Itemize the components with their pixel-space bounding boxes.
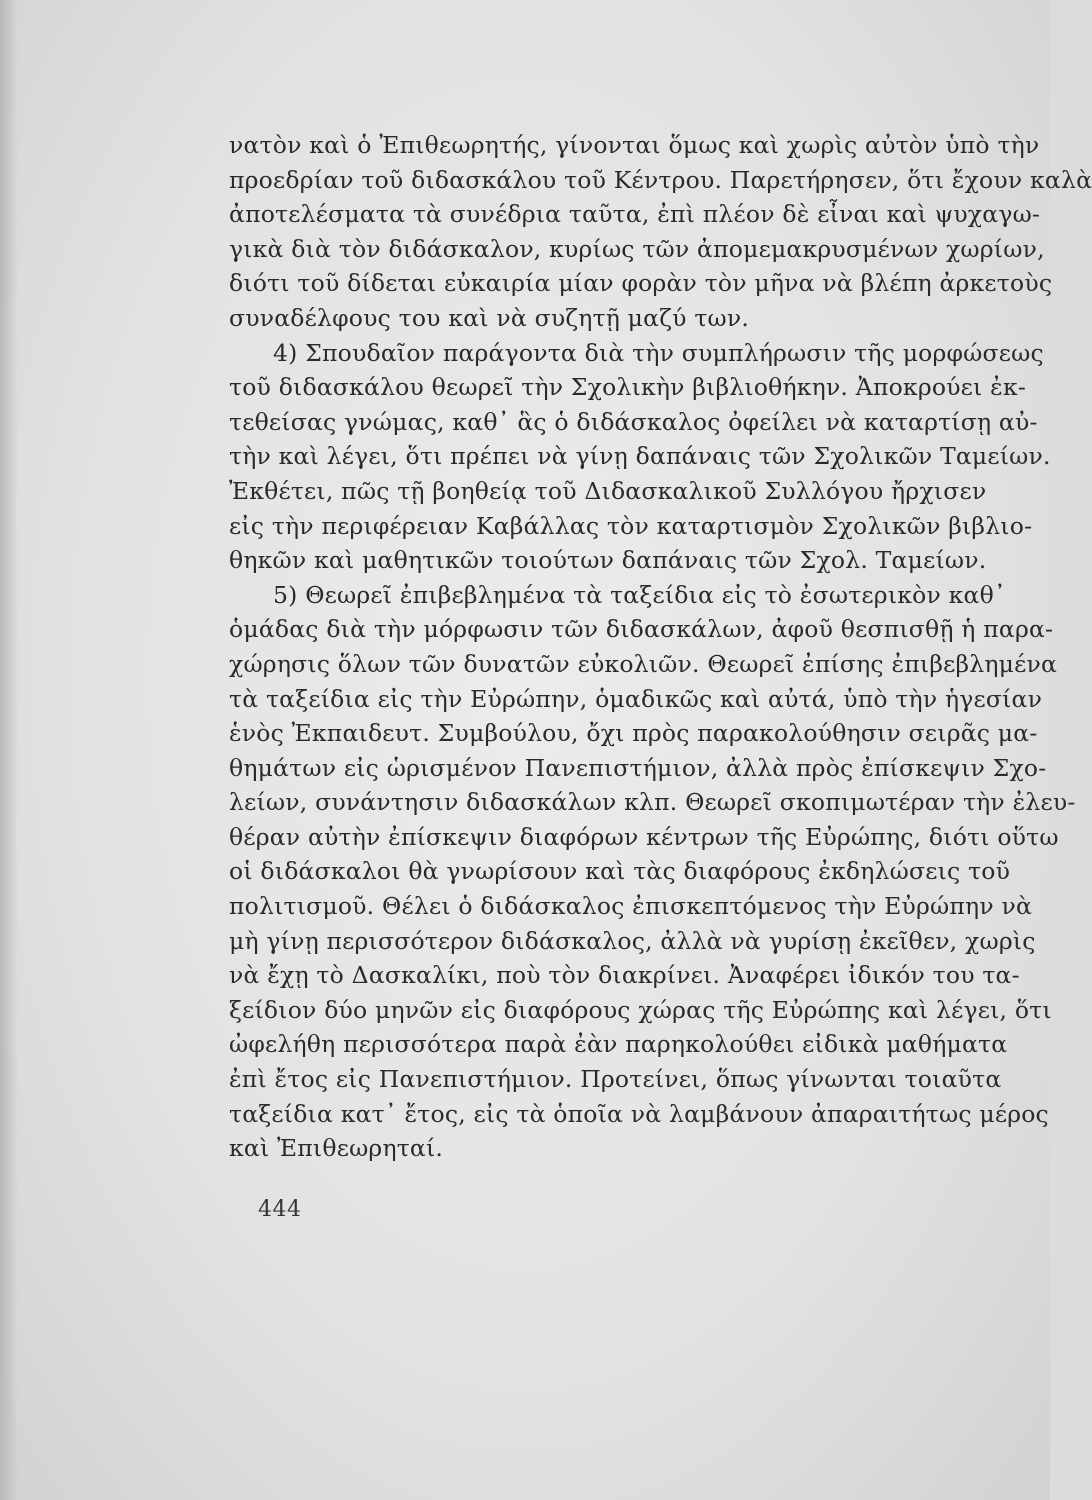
text-line: εἰς τὴν περιφέρειαν Καβάλλας τὸν καταρτισμὸν Σχολικῶν βιβλιο-: [229, 511, 1033, 540]
text-line: ἀποτελέσματα τὰ συνέδρια ταῦτα, ἐπὶ πλέον δὲ εἶναι καὶ ψυχαγω-: [229, 200, 1041, 229]
text-line: γικὰ διὰ τὸν διδάσκαλον, κυρίως τῶν ἀπομεμακρυσμένων χωρίων,: [229, 234, 1045, 263]
body-text: [229, 128, 1092, 1166]
text-line: 4) Σπουδαῖον παράγοντα διὰ τὴν συμπλήρωσιν τῆς μορφώσεως: [273, 338, 1044, 367]
text-line: νατὸν καὶ ὁ Ἐπιθεωρητής, γίνονται ὅμως καὶ χωρὶς αὐτὸν ὑπὸ τὴν: [229, 131, 1040, 159]
text-line: τεθείσας γνώμας, καθ᾽ ἃς ὁ διδάσκαλος ὀφείλει νὰ καταρτίσῃ αὐ-: [229, 407, 1038, 436]
text-line: λείων, συνάντησιν διδασκάλων κλπ. Θεωρεῖ σκοπιμωτέραν τὴν ἐλευ-: [229, 788, 1076, 817]
text-line: θηκῶν καὶ μαθητικῶν τοιούτων δαπάναις τῶν Σχολ. Ταμείων.: [229, 546, 987, 575]
text-line: μὴ γίνῃ περισσότερον διδάσκαλος, ἀλλὰ νὰ γυρίσῃ ἐκεῖθεν, χωρὶς: [229, 926, 1036, 955]
text-line: ξείδιον δύο μηνῶν εἰς διαφόρους χώρας τῆς Εὐρώπης καὶ λέγει, ὅτι: [229, 995, 1052, 1024]
text-line: ταξείδια κατ᾽ ἔτος, εἰς τὰ ὁποῖα νὰ λαμβάνουν ἀπαραιτήτως μέρος: [229, 1099, 1049, 1128]
text-line: νὰ ἔχῃ τὸ Δασκαλίκι, ποὺ τὸν διακρίνει. Ἀναφέρει ἰδικόν του τα-: [229, 961, 1020, 990]
text-line: θημάτων εἰς ὡρισμένον Πανεπιστήμιον, ἀλλὰ πρὸς ἐπίσκεψιν Σχο-: [229, 753, 1047, 782]
text-line: τὴν καὶ λέγει, ὅτι πρέπει νὰ γίνῃ δαπάναις τῶν Σχολικῶν Ταμείων.: [229, 442, 1051, 471]
text-line: ὠφελήθη περισσότερα παρὰ ἐὰν παρηκολούθει εἰδικὰ μαθήματα: [229, 1030, 1008, 1059]
text-line: οἱ διδάσκαλοι θὰ γνωρίσουν καὶ τὰς διαφόρους ἐκδηλώσεις τοῦ: [229, 857, 1011, 886]
text-line: ὁμάδας διὰ τὴν μόρφωσιν τῶν διδασκάλων, ἀφοῦ θεσπισθῇ ἡ παρα-: [229, 615, 1054, 644]
text-line: τὰ ταξείδια εἰς τὴν Εὐρώπην, ὁμαδικῶς καὶ αὐτά, ὑπὸ τὴν ἡγεσίαν: [229, 684, 1043, 713]
page-number: 444: [258, 1197, 302, 1222]
page-edge-shadow: [0, 0, 18, 1500]
text-line: προεδρίαν τοῦ διδασκάλου τοῦ Κέντρου. Παρετήρησεν, ὅτι ἔχουν καλὰ: [229, 165, 1092, 194]
text-line: χώρησις ὅλων τῶν δυνατῶν εὐκολιῶν. Θεωρεῖ ἐπίσης ἐπιβεβλημένα: [229, 649, 1058, 678]
text-line: καὶ Ἐπιθεωρηταί.: [229, 1134, 444, 1163]
text-line: 5) Θεωρεῖ ἐπιβεβλημένα τὰ ταξείδια εἰς τὸ ἐσωτερικὸν καθ᾽: [273, 580, 1006, 609]
text-line: διότι τοῦ δίδεται εὐκαιρία μίαν φορὰν τὸν μῆνα νὰ βλέπη ἀρκετοὺς: [229, 269, 1053, 298]
text-line: Ἐκθέτει, πῶς τῇ βοηθείᾳ τοῦ Διδασκαλικοῦ Συλλόγου ἤρχισεν: [229, 476, 987, 505]
text-line: θέραν αὐτὴν ἐπίσκεψιν διαφόρων κέντρων τῆς Εὐρώπης, διότι οὕτω: [229, 822, 1059, 851]
text-line: τοῦ διδασκάλου θεωρεῖ τὴν Σχολικὴν βιβλιοθήκην. Ἀποκρούει ἐκ-: [229, 373, 1026, 402]
text-line: συναδέλφους του καὶ νὰ συζητῇ μαζύ των.: [229, 303, 750, 332]
text-line: ἑνὸς Ἐκπαιδευτ. Συμβούλου, ὄχι πρὸς παρακολούθησιν σειρᾶς μα-: [229, 719, 1038, 748]
text-line: ἐπὶ ἔτος εἰς Πανεπιστήμιον. Προτείνει, ὅπως γίνωνται τοιαῦτα: [229, 1065, 1002, 1094]
text-line: πολιτισμοῦ. Θέλει ὁ διδάσκαλος ἐπισκεπτόμενος τὴν Εὐρώπην νὰ: [229, 892, 1033, 921]
